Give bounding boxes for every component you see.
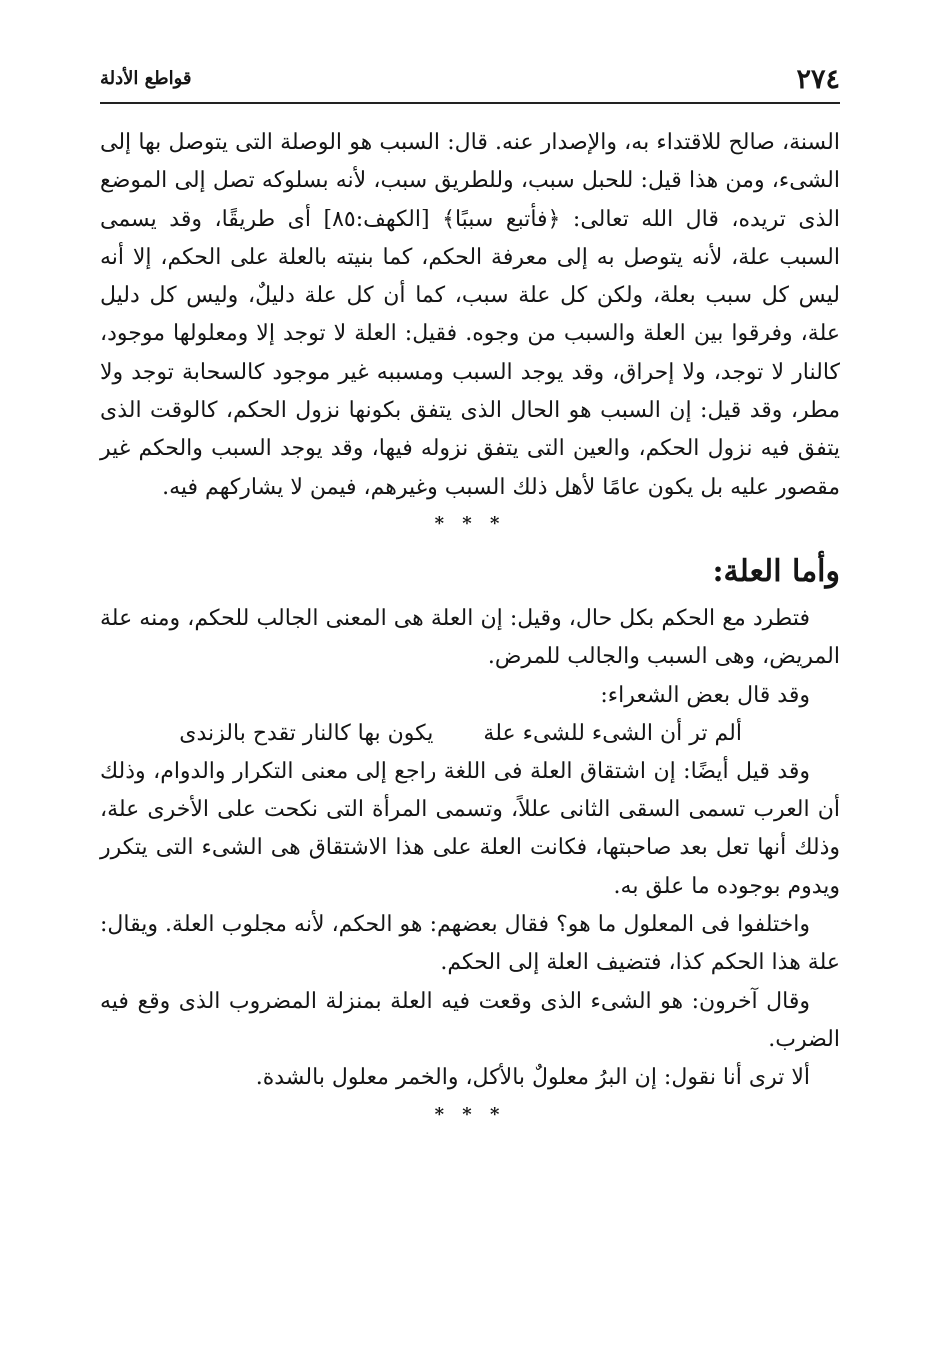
- text-line: سبب بعلة، ولكن كل علة سبب، كما أن كل علة دليلٌ، وليس كل دليل علة، وفرقوا: [100, 283, 840, 347]
- text-line: المريض، وهى السبب والجالب للمرض.: [487, 644, 840, 670]
- page-header: [100, 62, 840, 98]
- text-line: وقد قيل: إن السبب هو الحال الذى يتفق بكونها نزول الحكم، كالوقت الذى يتفق فيه: [100, 398, 840, 462]
- paragraph-cause-definition: [100, 124, 840, 507]
- verse-hemistich-second: يكون بها كالنار تقدح بالزندى: [179, 720, 434, 746]
- text-line: السنة، صالح للاقتداء به، والإصدار عنه. قال: السبب هو الوصلة التى يتوصل بها إلى: [100, 130, 840, 155]
- verse-hemistich-first: ألم تر أن الشىء للشىء علة: [483, 720, 742, 746]
- section-heading: وأما العلة:: [712, 553, 840, 589]
- text-line: علة، لأنه يتوصل به إلى معرفة الحكم، كما بنيته بالعلة على الحكم، إلا أنه ليس كل: [100, 244, 840, 309]
- text-line: فتطرد مع الحكم بكل حال، وقيل: إن العلة هى المعنى الجالب للحكم، ومنه علة: [100, 605, 810, 631]
- text-line: بل يكون عامًا لأهل ذلك السبب وغيرهم، فيمن لا يشاركهم فيه.: [162, 474, 724, 500]
- text-line: الضرب.: [768, 1026, 840, 1052]
- paragraph-illa-definition: [100, 600, 840, 677]
- paragraph-malul-dispute: [100, 906, 840, 983]
- paragraph-poet-intro: وقد قال بعض الشعراء:: [600, 682, 810, 708]
- paragraph-example: ألا ترى أنا نقول: إن البرُ معلولٌ بالأكل، والخمر معلول بالشدة.: [255, 1065, 810, 1091]
- poetry-verse: [100, 715, 840, 753]
- text-line: وقال آخرون: هو الشىء الذى وقعت فيه العلة بمنزلة المضروب الذى وقع فيه: [100, 988, 810, 1014]
- paragraph-etymology: [100, 753, 840, 906]
- text-line: الذى تريده، قال الله تعالى: ﴿فأتبع سببًا﴾ [الكهف:٨٥] أى طريقًا، وقد يسمى السبب: [100, 206, 840, 270]
- text-line: توجد، ولا إحراق، وقد يوجد السبب ومسببه غير موجود كالسحابة توجد ولا مطر،: [100, 359, 840, 424]
- text-line: واختلفوا فى المعلول ما هو؟ فقال بعضهم: هو الحكم، لأنه مجلوب العلة. ويقال:: [100, 912, 810, 938]
- text-line: وقد قيل أيضًا: إن اشتقاق العلة فى اللغة راجع إلى معنى التكرار والدوام، وذلك: [100, 758, 810, 784]
- page-number: ٢٧٤: [796, 64, 840, 95]
- section-separator: * * *: [434, 1103, 506, 1125]
- text-line: بين العلة والسبب من وجوه. فقيل: العلة لا توجد إلا ومعلولها موجود، كالنار لا: [100, 321, 841, 385]
- header-rule: [100, 102, 840, 104]
- text-line: أن العرب تسمى السقى الثانى عللاً، وتسمى المرأة التى نكحت على الأخرى علة،: [100, 797, 840, 823]
- paragraph-others-view: [100, 983, 840, 1060]
- section-separator: * * *: [434, 512, 506, 534]
- text-line: علة هذا الحكم كذا، فتضيف العلة إلى الحكم.: [440, 950, 840, 976]
- text-line: وذلك أنها تعل بعد صاحبتها، فكانت العلة على هذا الاشتقاق هى الشىء التى يتكرر: [100, 835, 840, 861]
- page-body: [100, 124, 840, 1135]
- text-line: ويدوم بوجوده ما علق به.: [613, 873, 840, 899]
- text-line: الشىء، ومن هذا قيل: للحبل سبب، وللطريق سبب، لأنه بسلوكه تصل إلى الموضع: [100, 168, 840, 194]
- running-title: قواطع الأدلة: [100, 68, 192, 89]
- text-line: نزول الحكم، والعين التى يتفق نزوله فيها، وقد يوجد السبب والحكم غير مقصور عليه: [100, 436, 840, 500]
